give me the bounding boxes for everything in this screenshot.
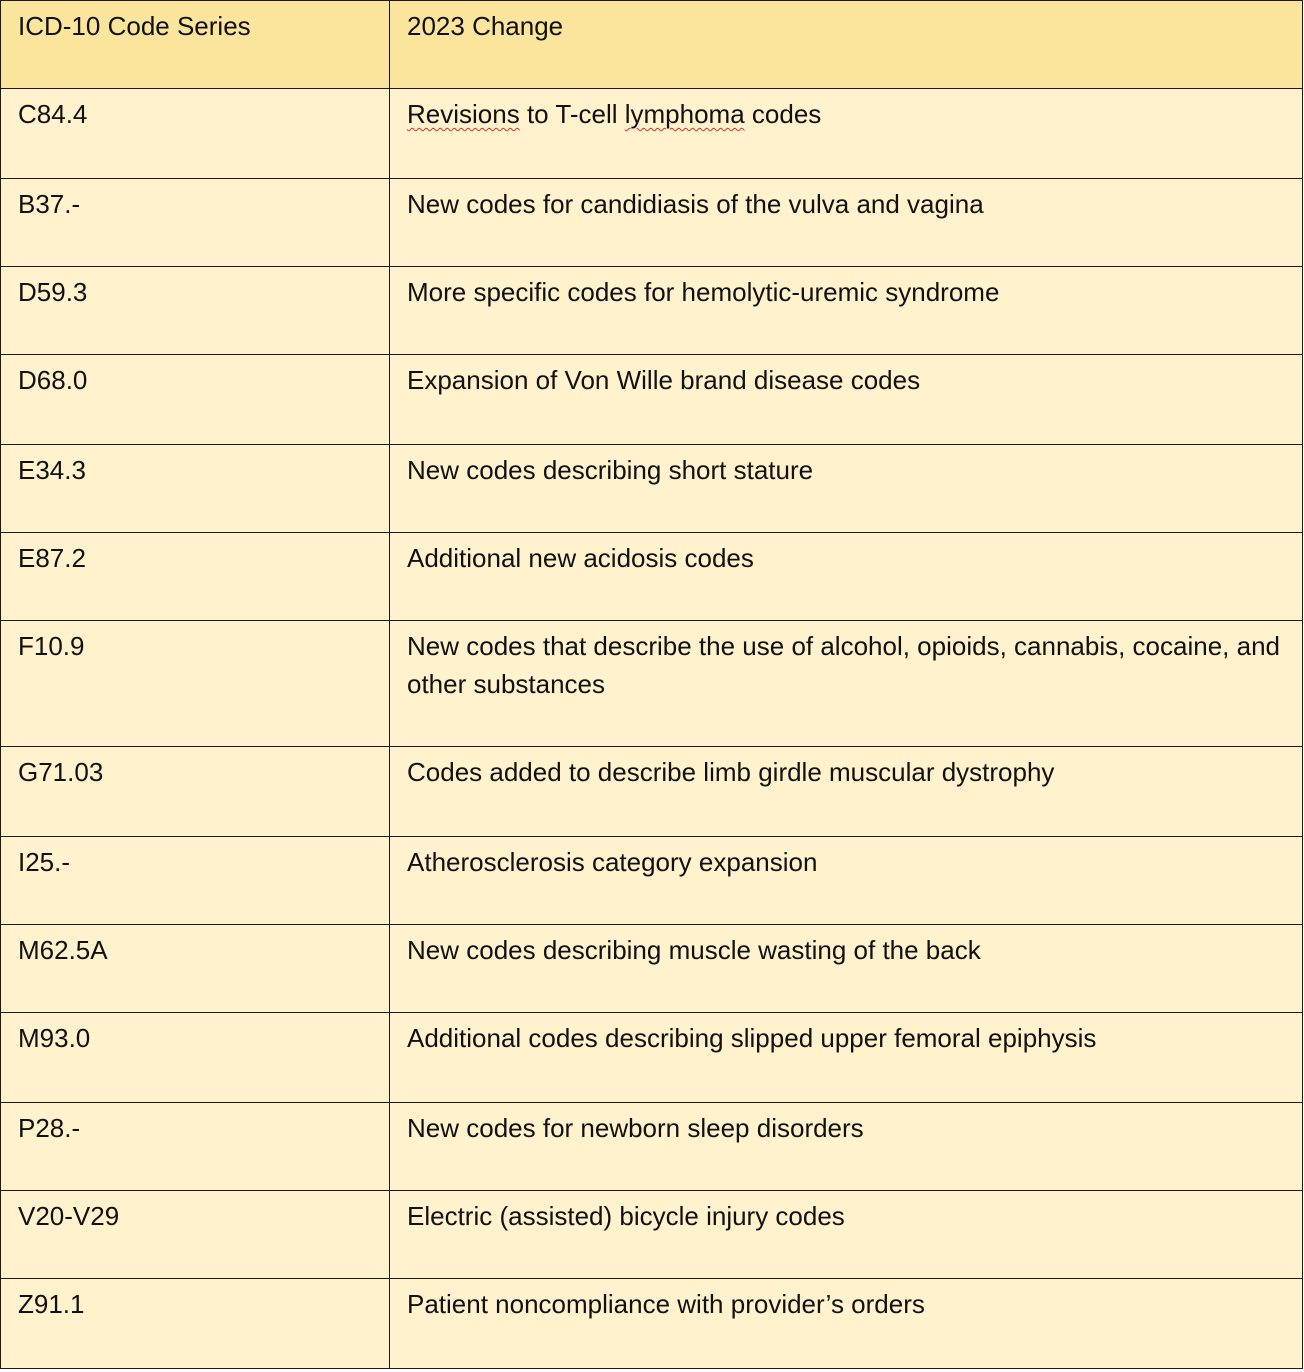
table-row <box>1 621 1303 747</box>
spellcheck-word: lymphoma <box>624 99 745 129</box>
code-cell: D59.3 <box>1 267 390 355</box>
code-cell: M93.0 <box>1 1013 390 1103</box>
table-row <box>1 267 1303 355</box>
code-cell: B37.- <box>1 179 390 267</box>
table-row <box>1 1103 1303 1191</box>
code-cell: E34.3 <box>1 445 390 533</box>
table-row <box>1 1279 1303 1369</box>
spellcheck-word: Revisions <box>407 99 520 129</box>
change-cell: Patient noncompliance with provider’s orders <box>390 1279 1303 1369</box>
change-cell: Revisions to T-cell lymphoma codes <box>390 89 1303 179</box>
change-cell: New codes describing short stature <box>390 445 1303 533</box>
table-row <box>1 355 1303 445</box>
change-cell: Additional codes describing slipped upper femoral epiphysis <box>390 1013 1303 1103</box>
code-cell: C84.4 <box>1 89 390 179</box>
change-cell: Codes added to describe limb girdle muscular dystrophy <box>390 747 1303 837</box>
header-row <box>1 1 1303 89</box>
change-cell: New codes for newborn sleep disorders <box>390 1103 1303 1191</box>
table-row <box>1 89 1303 179</box>
code-cell: F10.9 <box>1 621 390 747</box>
change-cell: More specific codes for hemolytic-uremic syndrome <box>390 267 1303 355</box>
code-cell: G71.03 <box>1 747 390 837</box>
code-cell: E87.2 <box>1 533 390 621</box>
code-cell: M62.5A <box>1 925 390 1013</box>
table-row <box>1 1191 1303 1279</box>
change-cell: New codes for candidiasis of the vulva and vagina <box>390 179 1303 267</box>
change-cell: Electric (assisted) bicycle injury codes <box>390 1191 1303 1279</box>
change-cell: Additional new acidosis codes <box>390 533 1303 621</box>
code-cell: D68.0 <box>1 355 390 445</box>
change-cell: New codes describing muscle wasting of the back <box>390 925 1303 1013</box>
table-row <box>1 445 1303 533</box>
table-row <box>1 533 1303 621</box>
table-row <box>1 747 1303 837</box>
change-cell: Expansion of Von Wille brand disease codes <box>390 355 1303 445</box>
code-cell: Z91.1 <box>1 1279 390 1369</box>
header-code-series: ICD-10 Code Series <box>1 1 390 89</box>
header-2023-change: 2023 Change <box>390 1 1303 89</box>
change-cell: New codes that describe the use of alcohol, opioids, cannabis, cocaine, and other substances <box>390 621 1303 747</box>
table-row <box>1 1013 1303 1103</box>
change-cell: Atherosclerosis category expansion <box>390 837 1303 925</box>
table-row <box>1 837 1303 925</box>
table-row <box>1 925 1303 1013</box>
table-row <box>1 179 1303 267</box>
code-cell: I25.- <box>1 837 390 925</box>
code-cell: P28.- <box>1 1103 390 1191</box>
code-cell: V20-V29 <box>1 1191 390 1279</box>
